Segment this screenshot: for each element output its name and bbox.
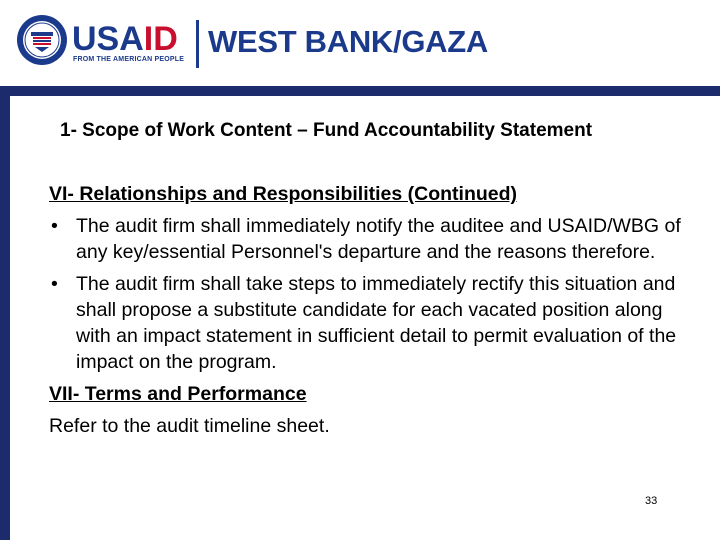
bullet-icon: •	[51, 273, 58, 295]
section-vi-heading: VI- Relationships and Responsibilities (Continued)	[49, 183, 518, 205]
bullet-item	[49, 268, 689, 378]
brand-tagline: FROM THE AMERICAN PEOPLE	[73, 56, 185, 63]
bullet-item	[49, 210, 689, 268]
section-vii-heading: VII- Terms and Performance	[49, 383, 307, 405]
usaid-seal-icon	[16, 14, 68, 66]
slide-title: 1- Scope of Work Content – Fund Accountability Statement	[60, 120, 593, 141]
section-vii-text: Refer to the audit timeline sheet.	[49, 415, 330, 437]
brand-region: WEST BANK/GAZA	[208, 24, 488, 59]
brand-divider	[196, 20, 199, 68]
header	[0, 0, 720, 86]
bullet-icon: •	[51, 215, 58, 237]
page-number: 33	[645, 495, 658, 507]
bullet-text: The audit firm shall immediately notify the auditee and USAID/WBG of any key/essential Personnel's departure and the reasons therefore.	[76, 215, 681, 263]
bullet-text: The audit firm shall take steps to immediately rectify this situation and shall propose a substitute candidate for each vacated position along with an impact statement in sufficient detail to permit evaluation of the impact on the program.	[76, 273, 677, 373]
slide-content	[49, 178, 689, 442]
left-accent-bar	[0, 96, 10, 540]
header-rule	[0, 86, 720, 96]
brand-usaid: USAID	[72, 20, 178, 58]
